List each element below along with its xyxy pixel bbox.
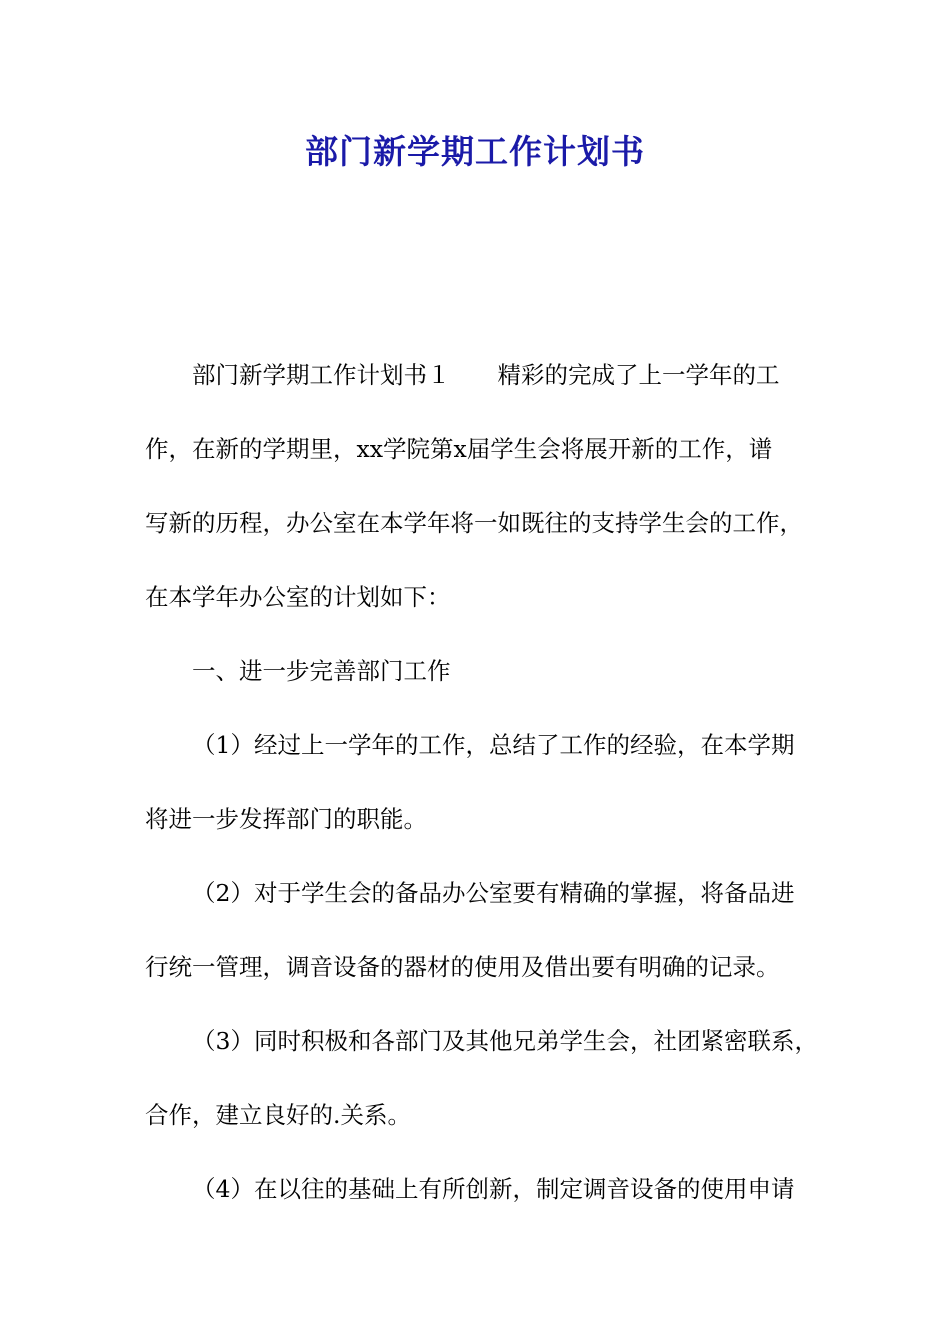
- section-heading: 一、进一步完善部门工作: [192, 657, 451, 685]
- paragraph-line: （1）经过上一学年的工作，总结了工作的经验，在本学期: [192, 731, 795, 759]
- paragraph-line: （2）对于学生会的备品办公室要有精确的掌握，将备品进: [192, 879, 795, 907]
- paragraph-line: 部门新学期工作计划书１ 精彩的完成了上一学年的工: [192, 361, 780, 389]
- paragraph-line: （4）在以往的基础上有所创新，制定调音设备的使用申请: [192, 1175, 795, 1203]
- paragraph-line: 在本学年办公室的计划如下：: [145, 583, 451, 611]
- paragraph-line: 合作，建立良好的.关系。: [145, 1101, 411, 1129]
- paragraph-line: 行统一管理，调音设备的器材的使用及借出要有明确的记录。: [145, 953, 780, 981]
- document-title: 部门新学期工作计划书: [305, 132, 645, 171]
- paragraph-line: 将进一步发挥部门的职能。: [145, 805, 427, 833]
- paragraph-line: （3）同时积极和各部门及其他兄弟学生会，社团紧密联系，: [192, 1027, 818, 1055]
- document-body: [145, 338, 818, 1226]
- paragraph-line: 作，在新的学期里，xx学院第x届学生会将展开新的工作，谱: [145, 435, 773, 463]
- paragraph-line: 写新的历程，办公室在本学年将一如既往的支持学生会的工作，: [145, 509, 803, 537]
